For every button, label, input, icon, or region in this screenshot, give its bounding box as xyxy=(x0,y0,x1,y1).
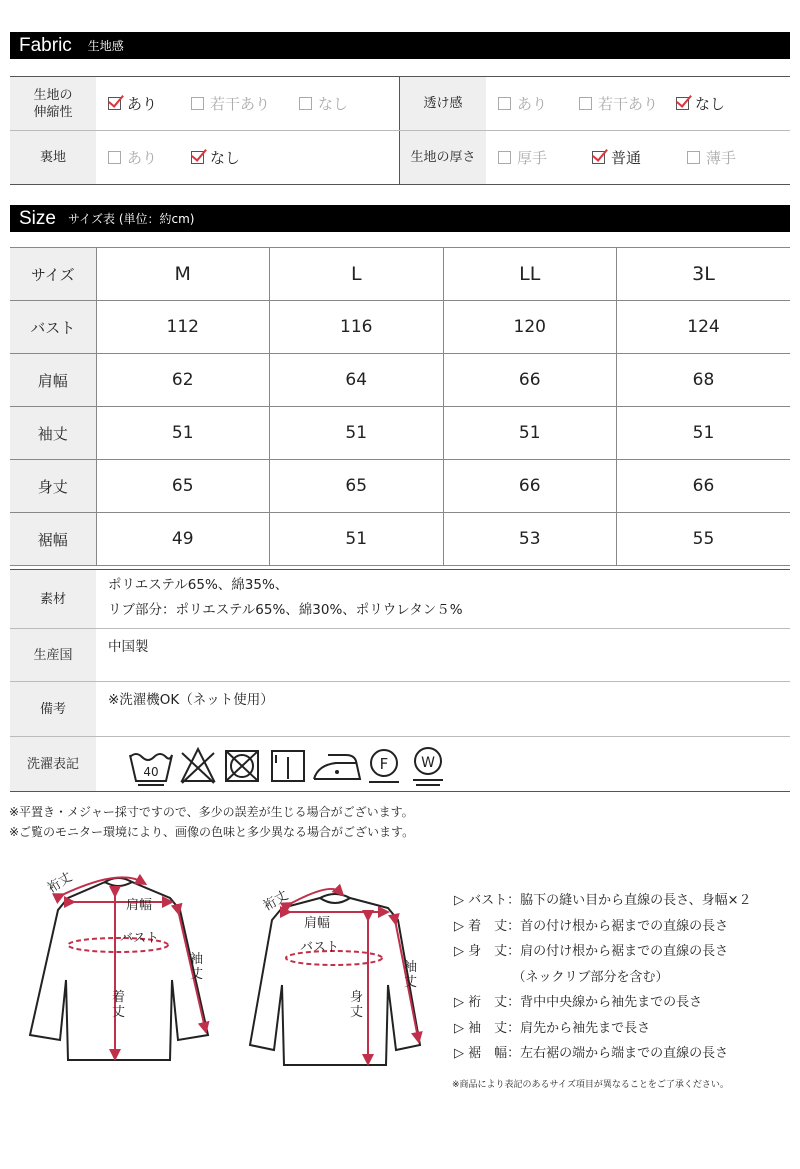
checkbox-icon xyxy=(191,151,204,164)
table-cell: 62 xyxy=(96,354,270,407)
legend-item: （ネックリブ部分を含む） xyxy=(454,969,669,985)
iron-dot-icon xyxy=(335,770,339,774)
row-label: 身丈 xyxy=(10,460,96,513)
material-value xyxy=(96,570,475,628)
table-cell: 120 xyxy=(443,301,617,354)
legend-item: ▷ 袖 丈：肩先から袖先まで長さ xyxy=(454,1020,651,1036)
row-label: 肩幅 xyxy=(10,354,96,407)
size-table xyxy=(10,247,790,566)
diagram-label: バスト xyxy=(300,940,340,955)
info-row xyxy=(10,570,790,629)
checkbox-icon xyxy=(498,97,511,110)
info-row xyxy=(10,629,790,682)
table-header-row xyxy=(10,248,790,301)
no-bleach-icon xyxy=(182,749,214,783)
header-cell: サイズ xyxy=(10,248,96,301)
legend-item: ▷ 裾 幅：左右裾の端から端までの直線の長さ xyxy=(454,1046,729,1061)
checkbox-icon xyxy=(191,97,204,110)
jacket-outline-icon xyxy=(30,878,208,1060)
option-checked[interactable]: 普通 xyxy=(592,147,641,168)
checkbox-icon xyxy=(687,151,700,164)
checkbox-icon xyxy=(579,97,592,110)
diagram-label: バスト xyxy=(120,931,160,946)
legend-item: ▷ 着 丈：首の付け根から裾までの直線の長さ xyxy=(454,918,729,934)
option[interactable]: あり xyxy=(498,93,547,114)
diagram-label: 袖丈 xyxy=(190,952,204,982)
info-row xyxy=(10,737,790,791)
table-cell: 53 xyxy=(443,513,617,566)
lining-label: 裏地 xyxy=(10,131,96,184)
diagram-label: 肩幅 xyxy=(304,916,331,931)
sheer-label: 透け感 xyxy=(400,77,486,130)
fabric-row xyxy=(10,77,790,131)
thickness-label: 生地の厚さ xyxy=(400,131,486,184)
header-cell: L xyxy=(270,248,444,301)
fabric-table xyxy=(10,76,790,185)
row-label: 袖丈 xyxy=(10,407,96,460)
dry-clean-f-text: F xyxy=(379,755,389,773)
care-label: 洗濯表記 xyxy=(10,737,96,791)
diagram-label: 裄丈 xyxy=(45,869,76,897)
wet-clean-w-text: W xyxy=(421,755,435,771)
table-row xyxy=(10,513,790,566)
checkbox-icon xyxy=(108,151,121,164)
iron-low-icon xyxy=(314,755,360,779)
row-label: 裾幅 xyxy=(10,513,96,566)
table-cell: 68 xyxy=(617,354,791,407)
origin-value: 中国製 xyxy=(108,639,149,655)
legend-item: ▷ 身 丈：肩の付け根から裾までの直線の長さ xyxy=(454,944,729,959)
option-checked[interactable]: なし xyxy=(191,147,240,168)
care-icons xyxy=(128,741,458,787)
checkbox-icon xyxy=(498,151,511,164)
size-subtitle: サイズ表 (単位：約cm) xyxy=(67,212,195,226)
table-cell: 51 xyxy=(270,407,444,460)
checkbox-icon xyxy=(676,97,689,110)
option[interactable]: あり xyxy=(108,147,157,168)
diagram-label: 裄丈 xyxy=(260,888,292,915)
table-cell: 65 xyxy=(270,460,444,513)
info-table xyxy=(10,569,790,792)
table-row xyxy=(10,301,790,354)
row-label: バスト xyxy=(10,301,96,354)
thickness-options xyxy=(486,131,790,184)
checkbox-icon xyxy=(299,97,312,110)
option[interactable]: 若干あり xyxy=(579,93,658,114)
lining-options xyxy=(96,131,399,184)
checkbox-icon xyxy=(108,97,121,110)
wash-temp-text: 40 xyxy=(143,765,159,779)
info-row xyxy=(10,682,790,737)
table-cell: 124 xyxy=(617,301,791,354)
fabric-subtitle: 生地感 xyxy=(87,39,124,53)
legend-item: ▷ 裄 丈：背中中央線から袖先までの長さ xyxy=(454,995,703,1010)
stretch-options xyxy=(96,77,399,130)
sheer-options xyxy=(486,77,790,130)
table-cell: 51 xyxy=(270,513,444,566)
note-line: ※ご覧のモニター環境により、画像の色味と多少異なる場合がございます。 xyxy=(9,825,415,839)
size-header xyxy=(10,205,790,232)
table-cell: 66 xyxy=(443,460,617,513)
table-cell: 51 xyxy=(96,407,270,460)
table-row xyxy=(10,460,790,513)
table-cell: 49 xyxy=(96,513,270,566)
stretch-label: 生地の 伸縮性 xyxy=(10,77,96,130)
notes xyxy=(9,802,414,842)
option[interactable]: 厚手 xyxy=(498,147,547,168)
material-line: リブ部分：ポリエステル65%、綿30%、ポリウレタン５% xyxy=(108,602,463,618)
table-cell: 51 xyxy=(617,407,791,460)
fabric-header xyxy=(10,32,790,59)
option[interactable]: なし xyxy=(299,93,348,114)
measurement-legend xyxy=(454,888,752,1067)
diagram-label: 着丈 xyxy=(112,990,126,1020)
no-tumble-dry-icon xyxy=(226,751,258,781)
table-cell: 116 xyxy=(270,301,444,354)
legend-item: ▷ バスト：脇下の縫い目から直線の長さ、身幅×２ xyxy=(454,893,752,908)
measurement-diagrams xyxy=(0,860,450,1075)
sweater-outline-icon xyxy=(250,894,420,1065)
option-checked[interactable]: なし xyxy=(676,93,725,114)
header-cell: LL xyxy=(443,248,617,301)
material-label: 素材 xyxy=(10,570,96,628)
fabric-row xyxy=(10,131,790,184)
line-dry-shade-icon xyxy=(272,751,304,781)
table-cell: 66 xyxy=(443,354,617,407)
diagram-label: 身丈 xyxy=(350,990,364,1020)
fabric-title: Fabric xyxy=(19,34,72,56)
remarks-value: ※洗濯機OK（ネット使用） xyxy=(108,692,274,708)
table-cell: 112 xyxy=(96,301,270,354)
size-title: Size xyxy=(19,207,56,229)
table-cell: 55 xyxy=(617,513,791,566)
option[interactable]: 若干あり xyxy=(191,93,270,114)
table-cell: 66 xyxy=(617,460,791,513)
remarks-label: 備考 xyxy=(10,682,96,736)
header-cell: 3L xyxy=(617,248,791,301)
table-row xyxy=(10,354,790,407)
checkbox-icon xyxy=(592,151,605,164)
header-cell: M xyxy=(96,248,270,301)
table-row xyxy=(10,407,790,460)
diagram-label: 肩幅 xyxy=(126,898,153,913)
material-line: ポリエステル65%、綿35%、 xyxy=(108,577,289,593)
option[interactable]: 薄手 xyxy=(687,147,736,168)
table-cell: 51 xyxy=(443,407,617,460)
care-symbols xyxy=(96,737,458,791)
measure-arrows xyxy=(60,877,418,1060)
note-line: ※平置き・メジャー採寸ですので、多少の誤差が生じる場合がございます。 xyxy=(9,805,414,819)
table-cell: 64 xyxy=(270,354,444,407)
table-cell: 65 xyxy=(96,460,270,513)
footnote: ※商品により表記のあるサイズ項目が異なることをご了承ください。 xyxy=(452,1080,729,1090)
origin-label: 生産国 xyxy=(10,629,96,681)
option-checked[interactable]: あり xyxy=(108,93,157,114)
diagram-label: 袖丈 xyxy=(404,960,418,990)
